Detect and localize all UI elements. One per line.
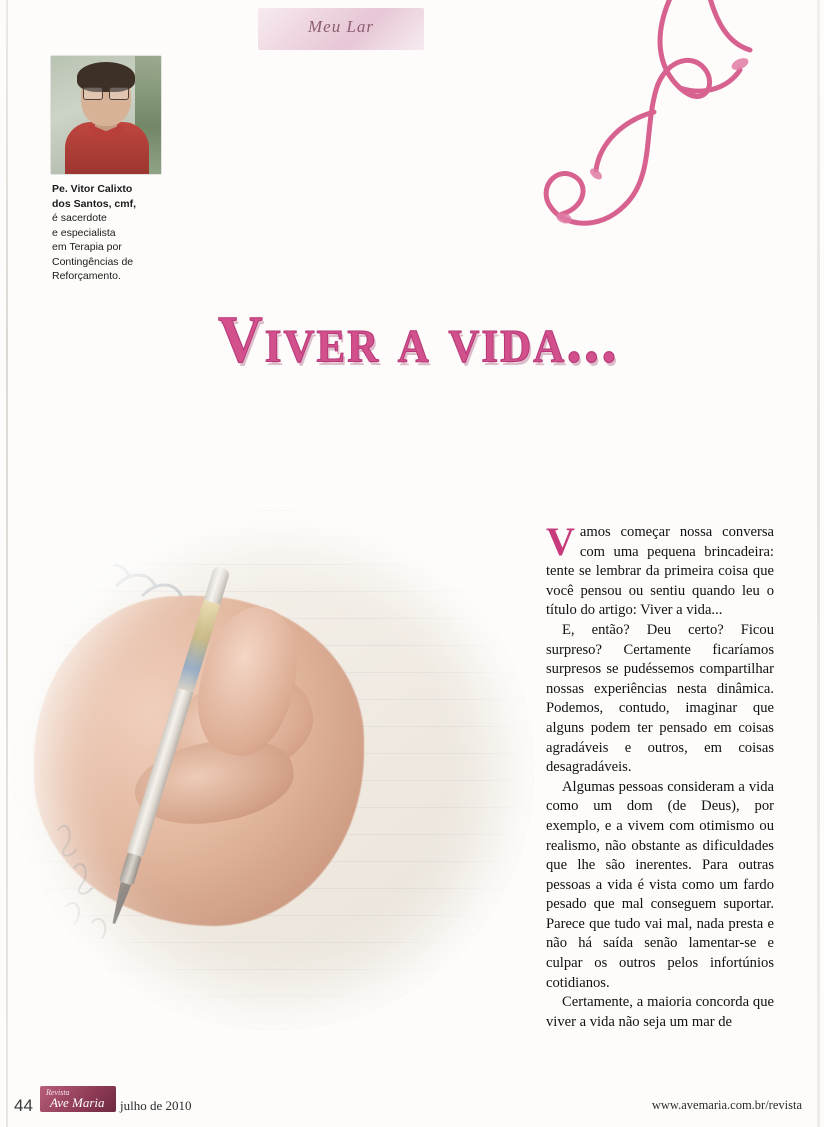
author-name-line-1: Pe. Vitor Calixto <box>52 183 133 195</box>
section-tab-label: Meu Lar <box>307 17 375 36</box>
author-bio-line-2: e especialista <box>52 226 116 239</box>
footer-divider <box>10 1080 814 1081</box>
magazine-logo <box>40 1086 116 1112</box>
footer-date: julho de 2010 <box>120 1098 192 1113</box>
author-bio-line-4: Contingências de <box>52 255 134 268</box>
page-number: 44 <box>14 1096 33 1115</box>
article-body <box>546 519 774 1032</box>
magazine-logo-top: Revista <box>46 1088 70 1097</box>
footer-website[interactable]: www.avemaria.com.br/revista <box>651 1098 802 1112</box>
author-bio-line-3: em Terapia por <box>52 241 122 253</box>
floral-ornament-icon <box>504 0 764 292</box>
photo-glasses-icon <box>82 87 130 99</box>
author-bio-line-5: Reforçamento. <box>52 270 121 282</box>
paragraph-3: Algumas pessoas consideram a vida como um dom (de Deus), por exemplo, e a vivem com otimismo ou realismo, não obstante as dificuldades que lhe são inerentes. Para outras pessoas a vida é vista como um fardo pesado que mal conseguem suportar. Parece que tudo vai mal, nada presta e não há saída senão lamentar-se e culpar os outros pelos infortúnios cotidianos. <box>546 778 774 991</box>
article-headline: Viver a vida... <box>218 303 619 377</box>
author-name-line-2: dos Santos, cmf, <box>52 197 137 210</box>
paragraph-2: E, então? Deu certo? Ficou surpreso? Certamente ficaríamos surpresos se pudéssemos compartilhar nossas experiências nesta dinâmica. Podemos, contudo, imaginar que alguns podem ter pensado em coisas agradáveis e outros, em coisas desagradáveis. <box>546 621 774 776</box>
author-bio <box>52 182 164 284</box>
photo-vignette <box>14 510 534 1030</box>
author-bio-line-1: é sacerdote <box>52 212 107 224</box>
magazine-logo-main: Ave Maria <box>50 1095 105 1110</box>
article-photo <box>14 510 534 1030</box>
scan-edge-right <box>817 0 820 1127</box>
scan-edge-left <box>6 0 8 1127</box>
dropcap: V <box>546 519 575 564</box>
author-photo <box>51 56 161 174</box>
paragraph-1 <box>546 519 774 621</box>
paragraph-1-text: amos começar nossa conversa com uma pequena brincadeira: tente se lembrar da primeira coisa que você pensou ou sentiu quando leu o título do artigo: Viver a vida... <box>546 524 774 619</box>
section-tab <box>258 8 424 50</box>
paragraph-4: Certamente, a maioria concorda que viver a vida não seja um mar de <box>546 994 774 1030</box>
